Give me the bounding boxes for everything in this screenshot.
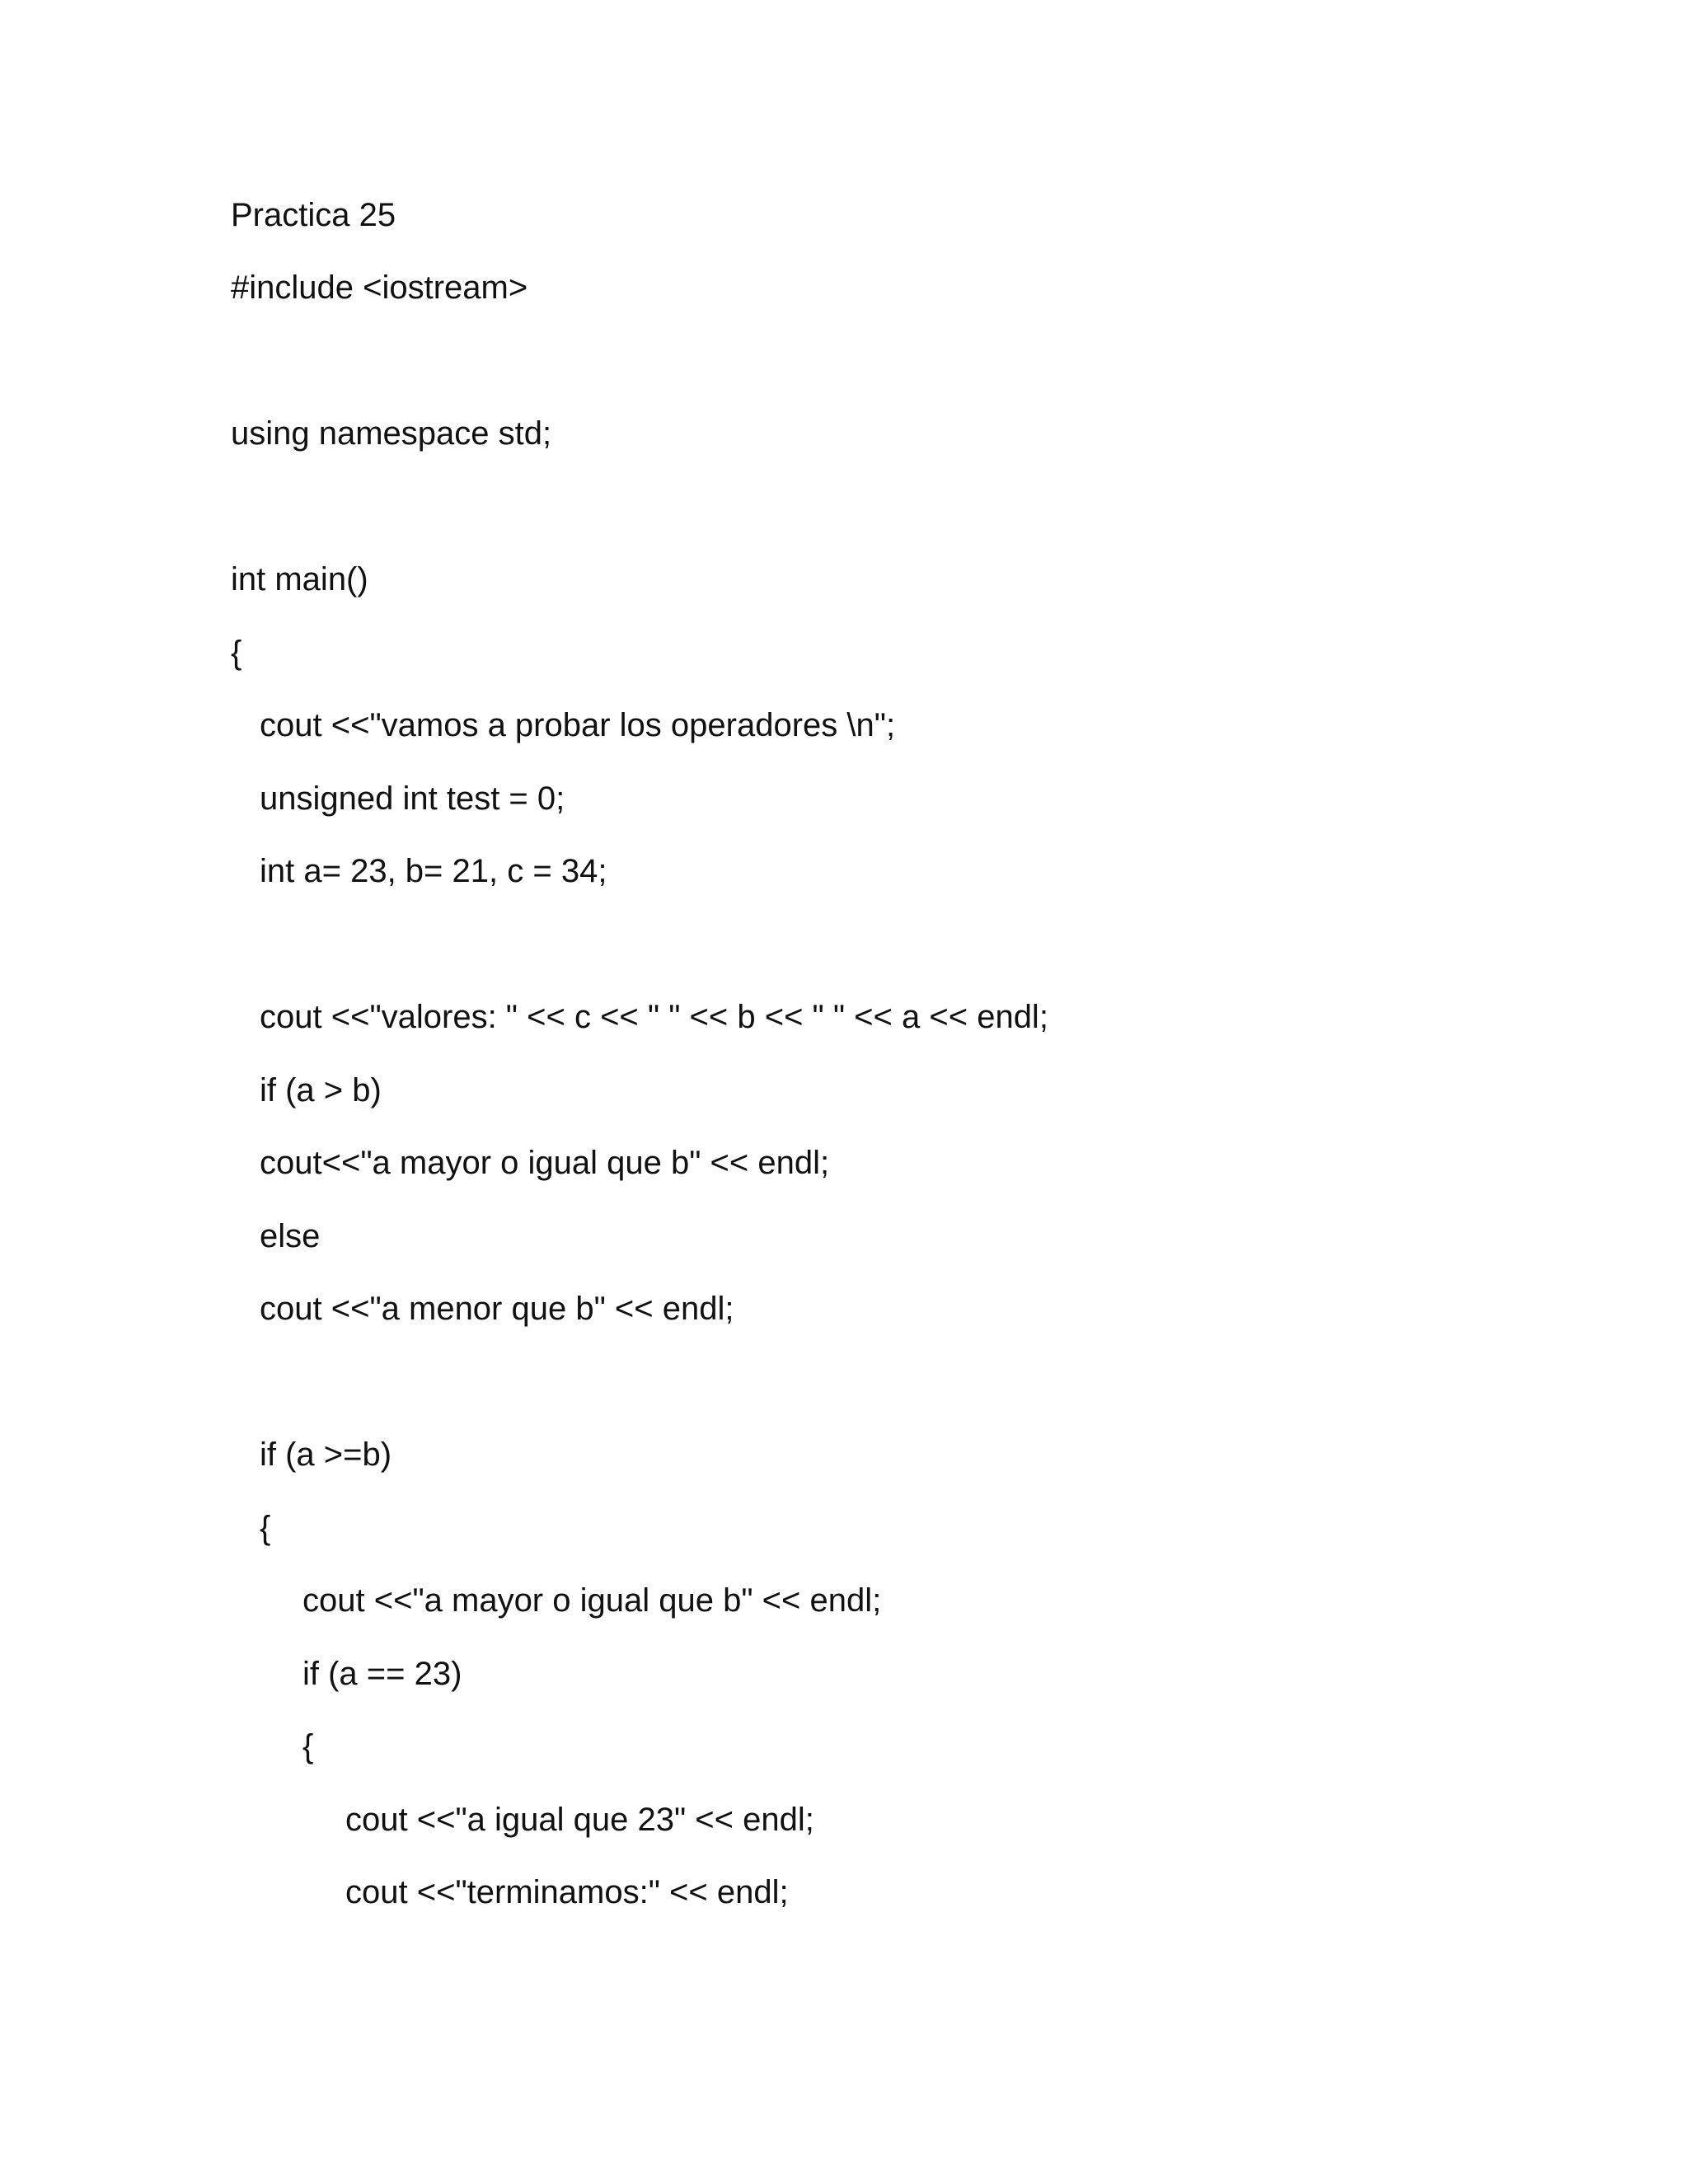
code-line: int main(): [231, 561, 368, 598]
code-line: unsigned int test = 0;: [260, 780, 565, 817]
code-line: int a= 23, b= 21, c = 34;: [260, 853, 607, 889]
code-line: using namespace std;: [231, 415, 552, 452]
code-line: cout <<"vamos a probar los operadores \n";: [260, 707, 896, 743]
code-line: cout <<"a mayor o igual que b" << endl;: [302, 1582, 882, 1619]
code-line: {: [260, 1510, 271, 1546]
code-line: cout <<"terminamos:" << endl;: [345, 1874, 789, 1910]
code-line: cout <<"a igual que 23" << endl;: [345, 1802, 814, 1838]
code-line: #include <iostream>: [231, 269, 528, 306]
code-line: {: [231, 635, 242, 671]
code-line: if (a == 23): [302, 1656, 462, 1692]
code-line: if (a > b): [260, 1072, 382, 1108]
code-line: else: [260, 1218, 321, 1254]
code-line: {: [302, 1728, 314, 1765]
document-title: Practica 25: [231, 197, 396, 233]
code-line: cout <<"a menor que b" << endl;: [260, 1291, 734, 1327]
code-line: if (a >=b): [260, 1436, 392, 1473]
code-line: cout<<"a mayor o igual que b" << endl;: [260, 1145, 830, 1181]
code-line: cout <<"valores: " << c << " " << b << " " << a << endl;: [260, 999, 1048, 1035]
